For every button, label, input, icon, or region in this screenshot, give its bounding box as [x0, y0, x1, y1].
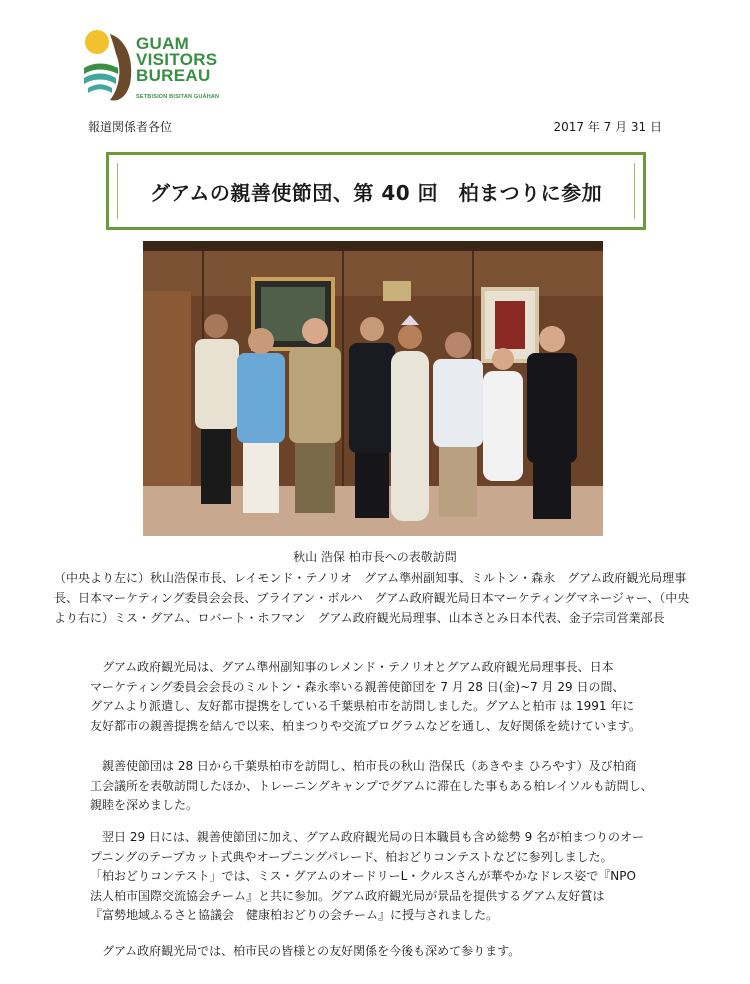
group-photo-image	[143, 241, 603, 536]
title-frame	[106, 152, 646, 230]
body-paragraph-3: 翌日 29 日には、親善使節団に加え、グアム政府観光局の日本職員も含め総勢 9 名が柏まつりのオー プニングのテープカット式典やオープニングパレード、柏おどりコンテストなどに参列しました。 「柏おどりコンテスト」では、ミス・グアムのオードリーL・クルスさんが華やかなドレス姿で『NPO 法人柏市国際交流協会チーム』と共に参加。グアム政府観光局が景品を提供するグアム友好賞は 『富勢地域ふるさと協議会 健康柏おどりの会チーム』に授与されました。	[90, 830, 645, 922]
photo-caption-names: （中央より左に）秋山浩保市長、レイモンド・テノリオ グアム準州副知事、ミルトン・森永 グアム政府観光局理事長、日本マーケティング委員会会長、ブライアン・ボルハ グアム政府観光局日本マーケティングマネージャー、（中央より右に）ミス・グアム、ロバート・ホフマン グアム政府観光局理事、山本さとみ日本代表、金子宗司営業部長	[54, 571, 690, 625]
photo-caption-title: 秋山 浩保 柏市長への表敬訪問	[293, 550, 457, 564]
release-date: 2017 年 7 月 31 日	[553, 120, 662, 134]
gvb-logo	[80, 28, 230, 108]
gvb-logo-tagline: SETBISION BISITAN GUÅHAN	[136, 94, 220, 100]
page-title: グアムの親善使節団、第 40 回 柏まつりに参加	[149, 180, 603, 205]
body-paragraph-1: グアム政府観光局は、グアム準州副知事のレメンド・テノリオとグアム政府観光局理事長、日本 マーケティング委員会会長のミルトン・森永率いる親善使節団を 7 月 28 日(金)~7 月 29 日の間、 グアムより派遣し、友好都市提携をしている千葉県柏市を訪問しました。グアムと柏市 は 1991 年に 友好都市の親善提携を結んで以来、柏まつりや交流プログラムなどを通し、友好関係を続けています。	[90, 660, 641, 733]
body-paragraph-4: グアム政府観光局では、柏市民の皆様との友好関係を今後も深めて参ります。	[102, 944, 521, 958]
group-photo	[143, 241, 603, 536]
gvb-logo-wordmark: GUAM VISITORS BUREAU	[136, 34, 218, 85]
addressee: 報道関係者各位	[88, 120, 173, 134]
gvb-logo-mark-icon	[80, 28, 136, 104]
body-paragraph-2: 親善使節団は 28 日から千葉県柏市を訪問し、柏市長の秋山 浩保氏（あきやま ひろやす）及び柏商 工会議所を表敬訪問したほか、トレーニングキャンプでグアムに滞在した事もある柏レイソルも訪問し、 親睦を深めました。	[90, 759, 653, 812]
